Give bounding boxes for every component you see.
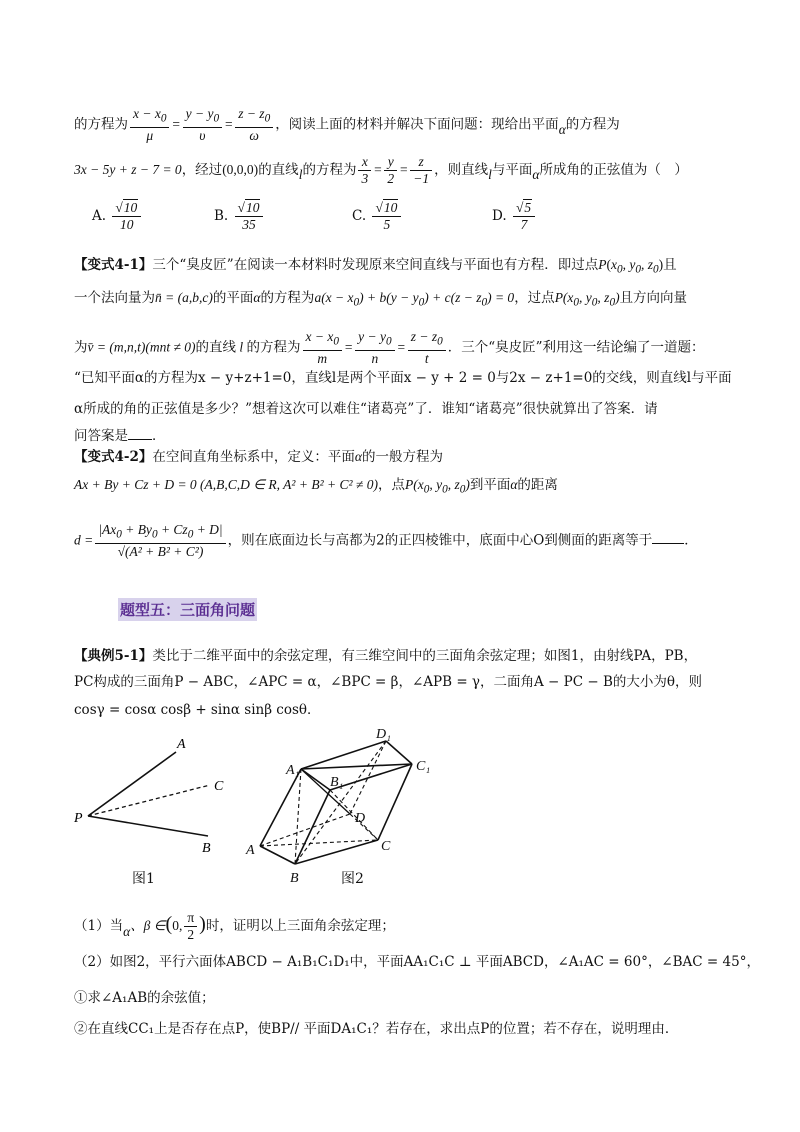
choice-label: C. [352, 208, 367, 224]
text: 问答案是 [74, 428, 128, 444]
text: ，经过 [181, 162, 223, 178]
text: 到平面 [469, 477, 511, 493]
e51-line-3: cosγ = cosα cosβ + sinα sinβ cosθ． [74, 702, 321, 718]
v41-line-2: 一个法向量为n̄ = (a,b,c)的平面α的方程为$a(x - x_0) + b(y - y_0) + c(z - z_0) = 0$，过点$P(x_0$, $y_0$, $z_0$)且方向向量 [74, 290, 688, 309]
text: 的方程为 [565, 116, 620, 133]
text: ，则直线 [434, 162, 489, 178]
e51-line-2: PC构成的三面角P − ABC，∠APC = α，∠BPC = β，∠APB = γ，二面角A − PC − B的大小为θ，则 [74, 674, 702, 690]
formula-lhs: d = [74, 532, 94, 548]
text: ，阅读上面的材料并解决下面问题：现给出平面 [275, 116, 559, 133]
fig2-label: C₁ [416, 759, 431, 774]
text: ，则在底面边长与高都为2的正四棱锥中，底面中心O到侧面的距离等于 [227, 532, 653, 549]
fig2-label: C [381, 839, 391, 854]
fig1-label: P [74, 811, 83, 826]
text: 的方程为 [246, 339, 301, 356]
text: ，点 [377, 477, 405, 493]
q3-line: ①求∠A₁AB的余弦值； [74, 990, 215, 1006]
fig1-label: B [202, 841, 211, 856]
fig2-caption: 图2 [341, 871, 364, 887]
fig1-label: C [214, 779, 224, 794]
v42-line-2: Ax + By + Cz + D = 0 (A,B,C,D ∈ R, A² + B² + C² ≠ 0)，点$P(x_0$, $y_0$, $z_0$)到平面α的距离 [74, 477, 558, 496]
choice-num: 10 [383, 200, 398, 215]
v42-line-3: d = $\frac{|Ax_0 + By_0 + Cz_0 + D|}{\text{√(A² + B² + C²)}}$ ，则在底面边长与高都为2的正四棱锥中，底面中心O到侧面的距离等于 ． [74, 522, 698, 559]
text: ．三个“臭皮匠”利用这一结论编了一道题： [447, 339, 705, 356]
choice-num: 10 [123, 200, 138, 215]
fig2-label: D₁ [376, 728, 391, 742]
text: 的方程为 [302, 162, 357, 178]
fig2-label: A₁ [286, 763, 300, 778]
choice-d[interactable]: D. $\frac{√5}{7}$ [492, 200, 537, 233]
q4-line: ②在直线CC₁上是否存在点P，使BP// 平面DA₁C₁？若存在，求出点P的位置；若不存在，说明理由． [74, 1021, 679, 1037]
answer-blank[interactable] [128, 427, 152, 440]
figures [60, 728, 480, 898]
v42-line-1: 【变式4-2】在空间直角坐标系中，定义：平面α的一般方程为 [74, 449, 443, 465]
text: 且 [663, 257, 677, 273]
choice-a[interactable]: A. $\frac{√10}{10}$ [92, 200, 143, 233]
text: 的直线 [195, 339, 236, 356]
text: 的一般方程为 [361, 449, 443, 465]
point: (0,0,0) [222, 162, 259, 177]
answer-blank[interactable] [652, 531, 684, 544]
text: 的方程为 [74, 116, 128, 133]
text: 的直线 [258, 162, 299, 178]
q2-line: （2）如图2，平行六面体ABCD − A₁B₁C₁D₁中，平面AA₁C₁C ⊥ 平面ABCD，∠A₁AC = 60°，∠BAC = 45°， [74, 954, 760, 970]
text: 与平面 [491, 162, 533, 178]
section-title: 题型五：三面角问题 [118, 598, 257, 621]
text: 且方向向量 [619, 290, 688, 306]
choice-label: D. [492, 208, 507, 224]
choice-label: B. [214, 208, 229, 224]
problem-tag: 【变式4-1】 [74, 257, 153, 273]
intro-line-1: 的方程为 $\frac{x - x_0}{\mu}$ = $\frac{y - y_0}{\upsilon}$ = $\frac{z - z_0}{\omega}$ ，阅读上面的材料并解决下面问题：现给出平面α的方程为 [74, 106, 620, 143]
fig2-label: B [290, 871, 299, 886]
fig2-label: B₁ [330, 775, 344, 790]
q1-line: （1）当α、β ∈(0, $\frac{\pi}{2}$ )时，证明以上三面角余弦定理； [74, 910, 395, 942]
choice-den: 5 [383, 217, 391, 232]
text: 在空间直角坐标系中，定义：平面 [152, 449, 355, 465]
figure-1 [73, 737, 224, 856]
text: 三个“臭皮匠”在阅读一本材料时发现原来空间直线与平面也有方程．即过点 [152, 257, 599, 273]
v41-line-6: 问答案是 ． [74, 428, 166, 444]
v41-line-3: 为v̄ = (m,n,t)(mnt ≠ 0)的直线 l 的方程为 $\frac{x - x_0}{m}$ = $\frac{y - y_0}{n}$ = $\frac{z - z_0}{t}$ ．三个“臭皮匠”利用这一结论编了一道题： [74, 329, 705, 366]
text: 的方程为 [260, 290, 315, 306]
equation: Ax + By + Cz + D = 0 (A,B,C,D ∈ R, A² + B² + C² ≠ 0) [74, 477, 378, 492]
choice-num: 5 [524, 200, 532, 215]
v41-line-5: α所成的角的正弦值是多少？”想着这次可以难住“诸葛亮”了．谁知“诸葛亮”很快就算出了答案．请 [74, 401, 658, 417]
fig1-label: A [177, 737, 186, 752]
text: 为 [74, 339, 88, 356]
text: 、β ∈ [130, 918, 166, 933]
intro-line-2: 3x − 5y + z − 7 = 0，经过(0,0,0)的直线l的方程为 $\frac{x}{3}$ = $\frac{y}{2}$ = $\frac{z}{-1}$ ，则直线l与平面α所成角的正弦值为（ ） [74, 154, 688, 186]
v41-line-1: 【变式4-1】三个“臭皮匠”在阅读一本材料时发现原来空间直线与平面也有方程．即过点$P(x_0$, $y_0$, $z_0$)且 [74, 257, 677, 276]
equation: 3x − 5y + z − 7 = 0 [74, 162, 182, 177]
text: 所成角的正弦值为（ ） [539, 162, 688, 178]
fig2-label: D [355, 811, 366, 826]
choice-num: 10 [245, 200, 260, 215]
text: 时，证明以上三面角余弦定理； [205, 918, 395, 934]
text: 的距离 [517, 477, 558, 493]
text: 的平面 [212, 290, 254, 306]
v41-line-4: “已知平面α的方程为x − y+z+1=0，直线l是两个平面x − y + 2 = 0与2x − z+1=0的交线，则直线l与平面 [74, 370, 732, 386]
e51-line-1 [74, 646, 697, 666]
text: ，过点 [514, 290, 555, 306]
text: 类比于二维平面中的余弦定理，有三维空间中的三面角余弦定理；如图1，由射线PA，PB， [152, 648, 698, 664]
text: 一个法向量为 [74, 290, 155, 306]
choice-c[interactable]: C. $\frac{√10}{5}$ [352, 200, 403, 233]
problem-tag: 【变式4-2】 [74, 449, 153, 465]
fig1-caption: 图1 [132, 871, 155, 887]
fig2-label: A [246, 843, 255, 858]
choice-den: 7 [520, 217, 528, 232]
choice-label: A. [92, 208, 107, 224]
problem-tag: 【典例5-1】 [74, 648, 153, 664]
text: （1）当 [74, 918, 124, 934]
choice-b[interactable]: B. $\frac{√10}{35}$ [214, 200, 265, 233]
choice-den: 10 [120, 217, 134, 232]
choice-den: 35 [242, 217, 256, 232]
